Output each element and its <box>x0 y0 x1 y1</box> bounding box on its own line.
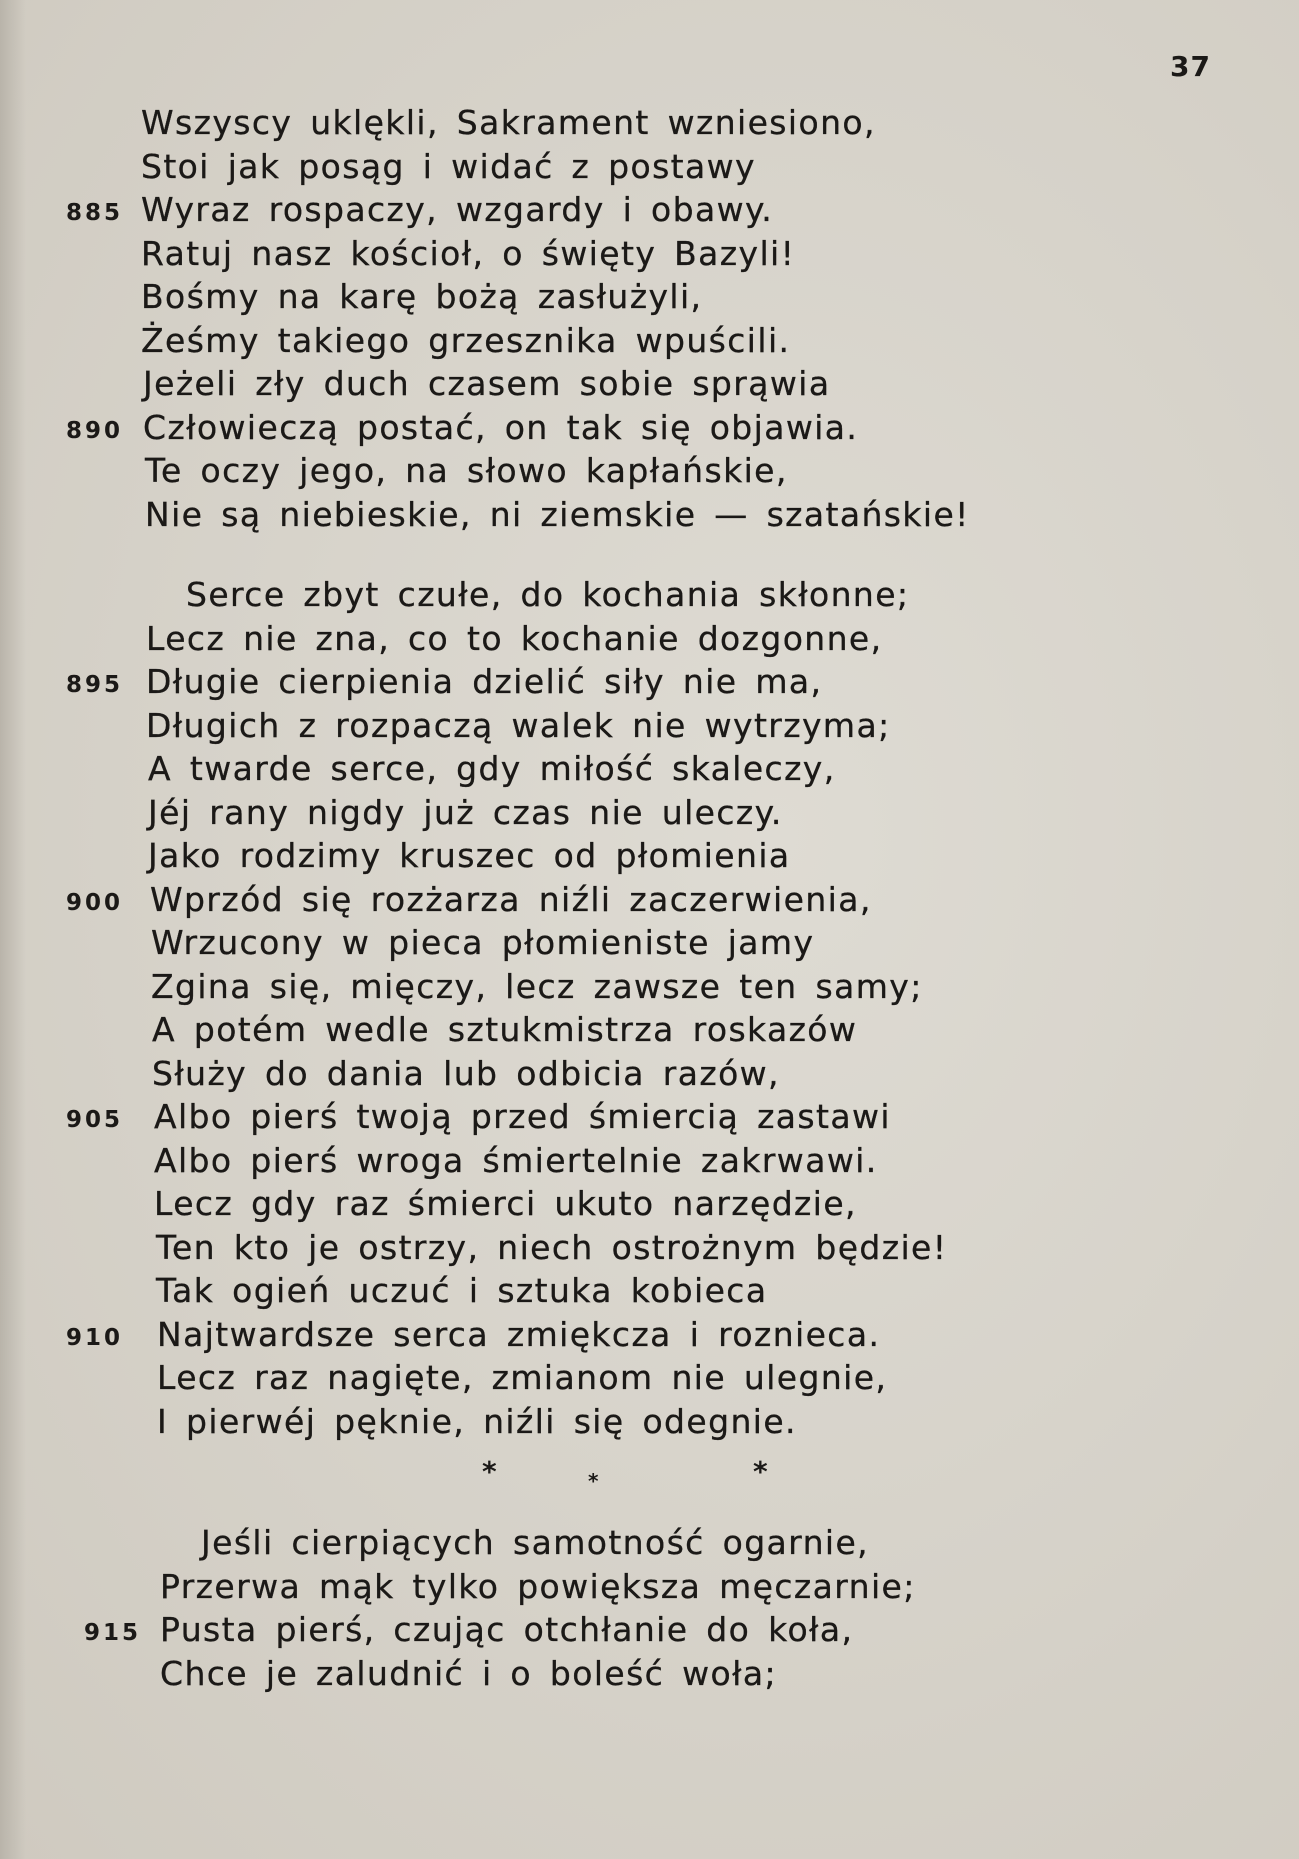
verse-line <box>0 1610 1299 1654</box>
verse-line <box>0 662 1299 706</box>
verse-text: Wrzucony w pieca płomieniste jamy <box>151 923 815 962</box>
verse-line <box>0 575 1299 619</box>
verse-text: A twarde serce, gdy miłość skaleczy, <box>148 749 836 788</box>
line-number: 890 <box>66 417 124 444</box>
verse-line <box>0 147 1299 191</box>
verse-text: Żeśmy takiego grzesznika wpuścili. <box>141 320 791 360</box>
verse-line <box>0 1228 1299 1272</box>
verse-text: I pierwéj pęknie, niźli się odegnie. <box>157 1401 797 1441</box>
verse-line <box>0 1141 1299 1185</box>
verse-text: Serce zbyt czułe, do kochania skłonne; <box>186 575 910 614</box>
verse-line <box>0 364 1299 408</box>
verse-line <box>0 234 1299 278</box>
verse-line <box>0 1654 1299 1698</box>
verse-text: Albo pierś wroga śmiertelnie zakrwawi. <box>154 1140 878 1180</box>
verse-text: Jéj rany nigdy już czas nie uleczy. <box>148 792 783 832</box>
verse-text: Albo pierś twoją przed śmiercią zastawi <box>154 1097 891 1136</box>
verse-line <box>0 880 1299 924</box>
verse-text: A potém wedle sztukmistrza roskazów <box>152 1010 858 1049</box>
verse-line <box>0 190 1299 234</box>
page-number: 37 <box>1170 50 1211 83</box>
asterisk-icon: * <box>753 1455 768 1488</box>
verse-text: Tak ogień uczuć i sztuka kobieca <box>156 1271 768 1310</box>
line-number: 885 <box>66 200 124 226</box>
verse-text: Zgina się, mięczy, lecz zawsze ten samy; <box>151 966 923 1006</box>
verse-line <box>0 1097 1299 1141</box>
verse-text: Wyraz rospaczy, wzgardy i obawy. <box>141 190 774 229</box>
verse-line <box>0 793 1299 837</box>
verse-text: Długich z rozpaczą walek nie wytrzyma; <box>146 705 891 745</box>
verse-line <box>0 923 1299 967</box>
verse-line <box>0 277 1299 321</box>
verse-line <box>0 1523 1299 1567</box>
verse-text: Lecz raz nagięte, zmianom nie ulegnie, <box>157 1358 888 1397</box>
verse-text: Stoi jak posąg i widać z postawy <box>141 146 756 186</box>
verse-line <box>0 103 1299 147</box>
verse-line <box>0 408 1299 452</box>
section-separator <box>460 1455 800 1495</box>
verse-line <box>0 1315 1299 1359</box>
verse-text: Służy do dania lub odbicia razów, <box>152 1053 780 1093</box>
verse-line <box>0 836 1299 880</box>
line-number: 900 <box>66 889 124 916</box>
stanza-1 <box>0 103 1299 538</box>
verse-line <box>0 1054 1299 1098</box>
verse-line <box>0 1271 1299 1315</box>
verse-line <box>0 1402 1299 1446</box>
verse-text: Długie cierpienia dzielić siły nie ma, <box>146 662 823 701</box>
stanza-3 <box>0 1523 1299 1697</box>
verse-text: Ratuj nasz kościoł, o święty Bazyli! <box>141 233 796 273</box>
verse-text: Jeśli cierpiących samotność ogarnie, <box>201 1523 870 1562</box>
verse-text: Wszyscy uklękli, Sakrament wzniesiono, <box>141 103 876 142</box>
verse-text: Ten kto je ostrzy, niech ostrożnym będzie! <box>156 1227 948 1267</box>
verse-text: Pusta pierś, czując otchłanie do koła, <box>160 1610 854 1649</box>
verse-text: Przerwa mąk tylko powiększa męczarnie; <box>160 1566 916 1606</box>
verse-line <box>0 321 1299 365</box>
line-number: 905 <box>66 1107 124 1133</box>
verse-text: Bośmy na karę bożą zasłużyli, <box>141 277 703 316</box>
verse-text: Nie są niebieskie, ni ziemskie — szatańskie! <box>145 494 970 534</box>
verse-line <box>0 1567 1299 1611</box>
verse-text: Jeżeli zły duch czasem sobie sprąwia <box>143 364 831 403</box>
verse-line <box>0 749 1299 793</box>
verse-line <box>0 967 1299 1011</box>
verse-line <box>0 619 1299 663</box>
verse-text: Wprzód się rozżarza niźli zaczerwienia, <box>150 879 872 919</box>
verse-line <box>0 495 1299 539</box>
verse-line <box>0 1010 1299 1054</box>
asterisk-icon: * <box>588 1469 599 1493</box>
line-number: 915 <box>84 1620 142 1646</box>
verse-text: Te oczy jego, na słowo kapłańskie, <box>145 451 788 490</box>
verse-line <box>0 706 1299 750</box>
verse-line <box>0 1184 1299 1228</box>
verse-text: Lecz gdy raz śmierci ukuto narzędzie, <box>154 1184 857 1223</box>
stanza-2 <box>0 575 1299 1445</box>
verse-line <box>0 1358 1299 1402</box>
verse-text: Chce je zaludnić i o boleść woła; <box>160 1653 778 1693</box>
verse-text: Lecz nie zna, co to kochanie dozgonne, <box>146 618 883 658</box>
verse-line <box>0 451 1299 495</box>
verse-text: Najtwardsze serca zmiękcza i roznieca. <box>157 1314 881 1354</box>
asterisk-icon: * <box>482 1455 497 1488</box>
line-number: 910 <box>66 1324 124 1351</box>
line-number: 895 <box>66 672 124 698</box>
verse-text: Jako rodzimy kruszec od płomienia <box>148 836 791 875</box>
verse-text: Człowieczą postać, on tak się objawia. <box>143 407 859 447</box>
